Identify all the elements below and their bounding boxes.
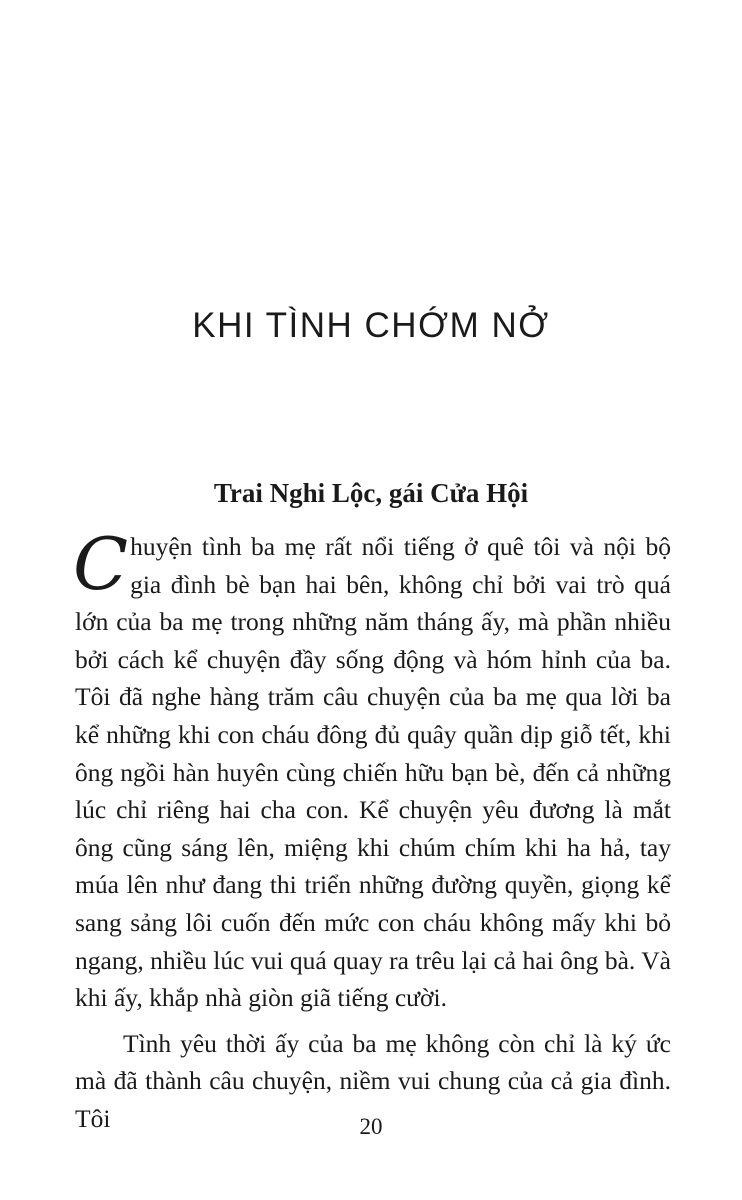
section-title: Trai Nghi Lộc, gái Cửa Hội: [213, 478, 529, 508]
body-text: [73, 522, 671, 1138]
paragraph-first-text: huyện tình ba mẹ rất nổi tiếng ở quê tôi và nội bộ gia đình bè bạn hai bên, không chỉ bởi vai trò quá lớn của ba mẹ trong những năm tháng ấy, mà phần nhiều bởi cách kể chuyện đầy sống động và hóm hỉnh của ba. Tôi đã nghe hàng trăm câu chuyện của ba mẹ qua lời ba kể những khi con cháu đông đủ quây quần dịp giỗ tết, khi ông ngồi hàn huyên cùng chiến hữu bạn bè, đến cả những lúc chỉ riêng hai cha con. Kể chuyện yêu đương là mắt ông cũng sáng lên, miệng khi chúm chím khi ha hả, tay múa lên như đang thi triển những đường quyền, giọng kể sang sảng lôi cuốn đến mức con cháu không mấy khi bỏ ngang, nhiều lúc vui quá quay ra trêu lại cả hai ông bà. Và khi ấy, khắp nhà giòn giã tiếng cười.: [75, 532, 671, 1013]
paragraph-second: Tình yêu thời ấy của ba mẹ không còn chỉ là ký ức mà đã thành câu chuyện, niềm vui chung của cả gia đình. Tôi: [75, 1028, 671, 1133]
drop-cap: C: [73, 522, 129, 606]
paragraph-first: [73, 522, 671, 1017]
page-number: 20: [359, 1114, 383, 1139]
chapter-title: KHI TÌNH CHỚM NỞ: [192, 306, 550, 345]
